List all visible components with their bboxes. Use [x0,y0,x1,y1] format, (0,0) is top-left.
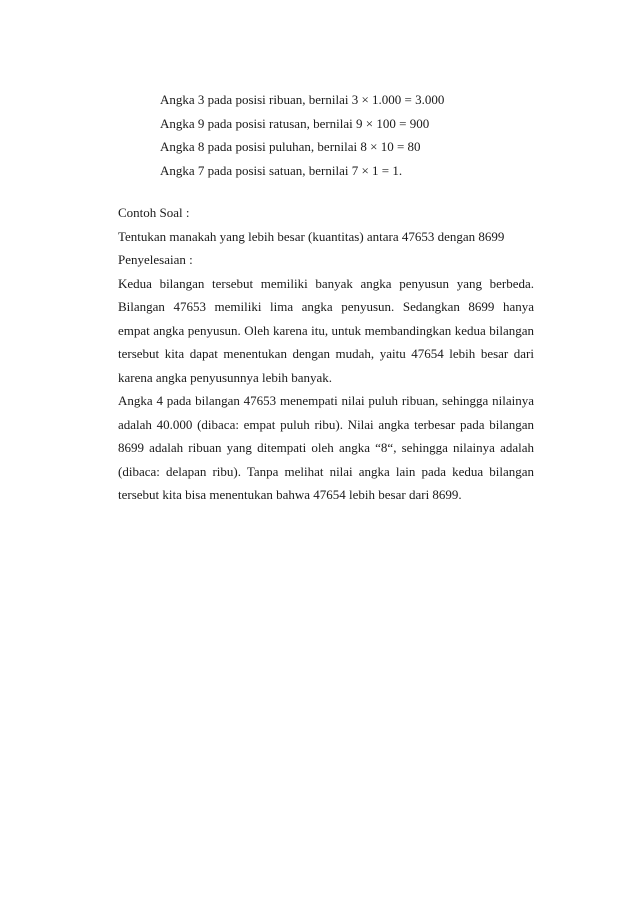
place-value-line: Angka 3 pada posisi ribuan, bernilai 3 × 1.000 = 3.000 [160,92,445,107]
solution-paragraph-2 [118,389,534,507]
paragraph-line: adalah 40.000 (dibaca: empat puluh ribu). Nilai angka terbesar pada bilangan [118,416,534,432]
example-question: Tentukan manakah yang lebih besar (kuantitas) antara 47653 dengan 8699 [118,228,505,244]
example-heading: Contoh Soal : [118,205,190,220]
paragraph-line: empat angka penyusun. Oleh karena itu, untuk membandingkan kedua bilangan [118,322,534,338]
place-value-line: Angka 9 pada posisi ratusan, bernilai 9 × 100 = 900 [160,115,430,131]
paragraph-line: (dibaca: delapan ribu). Tanpa melihat nilai angka lain pada kedua bilangan [118,463,534,479]
paragraph-line: tersebut kita dapat menentukan dengan mudah, yaitu 47654 lebih besar dari [118,346,534,361]
paragraph-line: karena angka penyusunnya lebih banyak. [118,369,333,385]
paragraph-line: tersebut kita bisa menentukan bahwa 47654 lebih besar dari 8699. [118,487,462,502]
solution-paragraph-1 [118,272,534,390]
paragraph-line: Bilangan 47653 memiliki lima angka penyusun. Sedangkan 8699 hanya [118,299,534,314]
paragraph-line: 8699 adalah ribuan yang ditempati oleh angka “8“, sehingga nilainya adalah [118,440,534,455]
place-value-line: Angka 7 pada posisi satuan, bernilai 7 × 1 = 1. [160,162,403,178]
example-section [118,201,534,507]
paragraph-line: Kedua bilangan tersebut memiliki banyak angka penyusun yang berbeda. [118,275,534,291]
paragraph-line: Angka 4 pada bilangan 47653 menempati nilai puluh ribuan, sehingga nilainya [118,393,534,408]
place-value-list [160,88,560,182]
solution-label: Penyelesaian : [118,252,193,267]
place-value-line: Angka 8 pada posisi puluhan, bernilai 8 × 10 = 80 [160,139,421,154]
